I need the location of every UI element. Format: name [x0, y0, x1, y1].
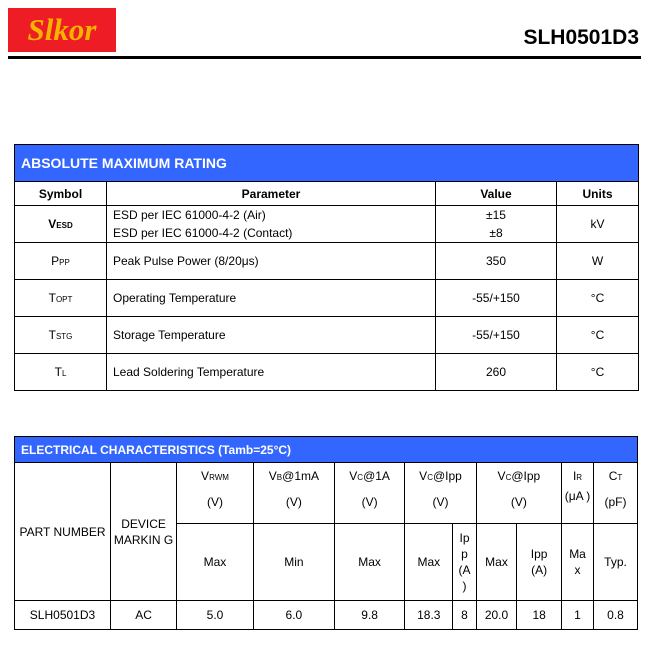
vrwm-header: VRWM (V): [177, 463, 254, 524]
param-vesd: ESD per IEC 61000-4-2 (Air) ESD per IEC 61000-4-2 (Contact): [107, 206, 436, 243]
vb-cond: Min: [253, 524, 334, 601]
row-ppp: [15, 243, 639, 280]
company-logo: [8, 8, 116, 52]
col-units: Units: [557, 182, 639, 206]
ipp-header-2: Ipp (A): [517, 524, 562, 601]
ir-header: IR (μA ): [562, 463, 594, 524]
param-tstg: Storage Temperature: [107, 317, 436, 354]
device-marking-header: DEVICE MARKIN G: [110, 463, 176, 601]
ir-cond: Ma x: [562, 524, 594, 601]
table-row: [15, 601, 638, 630]
symbol-tl: TL: [15, 354, 107, 391]
symbol-tstg: TSTG: [15, 317, 107, 354]
vc-ipp-header-1: VC@Ipp (V): [405, 463, 476, 524]
vb-cell: 6.0: [253, 601, 334, 630]
vb-header: VB@1mA (V): [253, 463, 334, 524]
part-number-header: PART NUMBER: [15, 463, 111, 601]
symbol-vesd: VESD: [15, 206, 107, 243]
elec-title: ELECTRICAL CHARACTERISTICS (Tamb=25°C): [15, 437, 638, 463]
vc-ipp-header-2: VC@Ipp (V): [476, 463, 561, 524]
symbol-ppp: PPP: [15, 243, 107, 280]
vc-1a-cond: Max: [334, 524, 404, 601]
vc-1a-header: VC@1A (V): [334, 463, 404, 524]
param-ppp: Peak Pulse Power (8/20μs): [107, 243, 436, 280]
logo-text: Slkor: [27, 12, 97, 47]
part-number-cell: SLH0501D3: [15, 601, 111, 630]
symbol-topt: TOPT: [15, 280, 107, 317]
absolute-max-table: [14, 144, 639, 391]
vrwm-cell: 5.0: [177, 601, 254, 630]
model-number: SLH0501D3: [523, 26, 639, 49]
unit-ppp: W: [557, 243, 639, 280]
ct-cell: 0.8: [594, 601, 638, 630]
unit-topt: °C: [557, 280, 639, 317]
row-topt: [15, 280, 639, 317]
col-symbol: Symbol: [15, 182, 107, 206]
row-tl: [15, 354, 639, 391]
value-tl: 260: [436, 354, 557, 391]
ct-cond: Typ.: [594, 524, 638, 601]
value-topt: -55/+150: [436, 280, 557, 317]
abs-max-title: ABSOLUTE MAXIMUM RATING: [15, 145, 639, 182]
value-ppp: 350: [436, 243, 557, 280]
param-tl: Lead Soldering Temperature: [107, 354, 436, 391]
row-tstg: [15, 317, 639, 354]
ct-header: CT (pF): [594, 463, 638, 524]
electrical-characteristics-table: [14, 436, 638, 630]
value-vesd: ±15 ±8: [436, 206, 557, 243]
ipp-header-1: Ip p (A ): [453, 524, 476, 601]
vc-ipp-cell-2: 20.0: [476, 601, 517, 630]
ipp-cell-1: 8: [453, 601, 476, 630]
ir-cell: 1: [562, 601, 594, 630]
vc-ipp-cond-2: Max: [476, 524, 517, 601]
ipp-cell-2: 18: [517, 601, 562, 630]
marking-cell: AC: [110, 601, 176, 630]
header-rule: [8, 56, 641, 59]
row-vesd: [15, 206, 639, 243]
vc-ipp-cond-1: Max: [405, 524, 453, 601]
unit-tl: °C: [557, 354, 639, 391]
unit-vesd: kV: [557, 206, 639, 243]
unit-tstg: °C: [557, 317, 639, 354]
value-tstg: -55/+150: [436, 317, 557, 354]
param-topt: Operating Temperature: [107, 280, 436, 317]
vc-1a-cell: 9.8: [334, 601, 404, 630]
vrwm-cond: Max: [177, 524, 254, 601]
vc-ipp-cell-1: 18.3: [405, 601, 453, 630]
col-parameter: Parameter: [107, 182, 436, 206]
col-value: Value: [436, 182, 557, 206]
